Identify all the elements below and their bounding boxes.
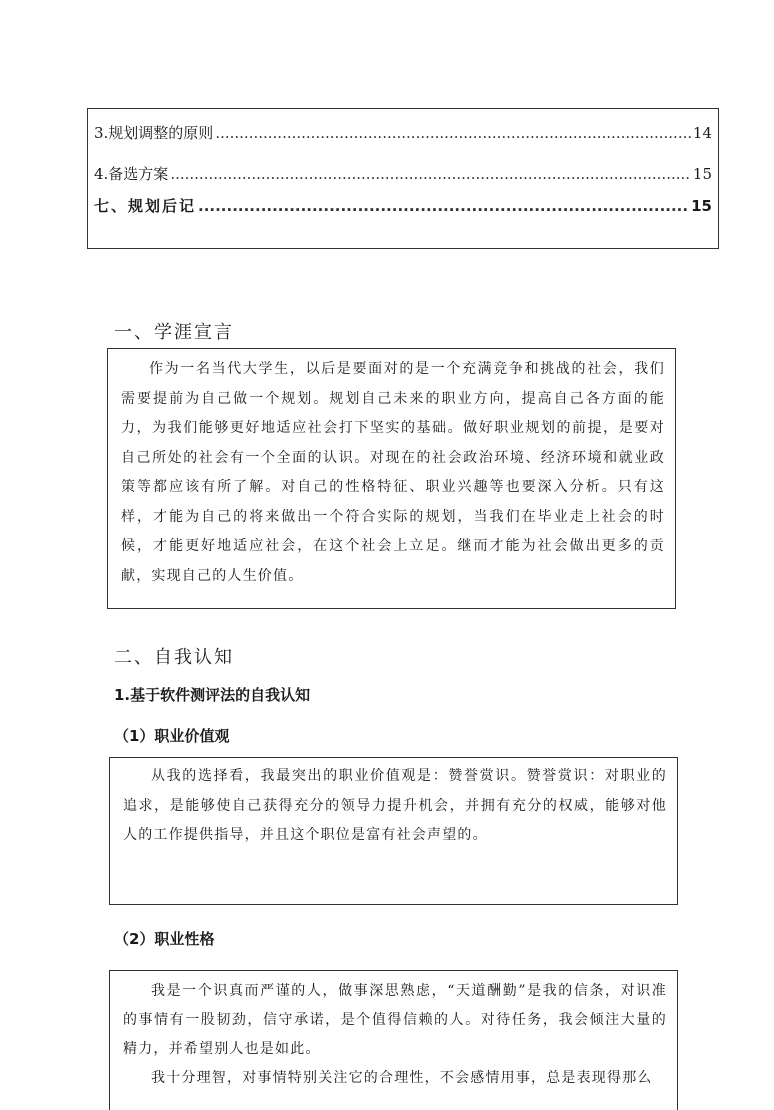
toc-item[interactable] (94, 122, 712, 143)
section-heading: 二、自我认知 (114, 647, 234, 668)
toc-item[interactable] (94, 163, 712, 184)
personality-box (109, 970, 678, 1110)
declaration-box (107, 348, 676, 609)
personality-paragraph-1: 我是一个识真而严谨的人，做事深思熟虑，“天道酬勤”是我的信条，对识准的事情有一股韧劲，信守承诺，是个值得信赖的人。对待任务，我会倾注大量的精力，并希望别人也是如此。 (123, 983, 667, 1057)
toc-box (87, 108, 719, 249)
toc-item-page: 15 (692, 165, 712, 183)
values-box (109, 757, 678, 905)
subsubsection-heading: （2）职业性格 (114, 930, 215, 948)
toc-leader (170, 165, 691, 183)
personality-paragraph-2: 我十分理智，对事情特别关注它的合理性，不会感情用事，总是表现得那么 (151, 1070, 653, 1086)
toc-item-page: 14 (692, 124, 712, 142)
toc-item-label: 七、规划后记 (94, 197, 197, 215)
section-heading: 一、学涯宣言 (114, 322, 234, 343)
toc-item[interactable] (94, 195, 712, 216)
toc-leader (215, 124, 691, 142)
subsubsection-heading: （1）职业价值观 (114, 727, 230, 745)
toc-leader (198, 197, 689, 215)
values-paragraph: 从我的选择看，我最突出的职业价值观是：赞誉赏识。赞誉赏识：对职业的追求，是能够使自己获得充分的领导力提升机会，并拥有充分的权威，能够对他人的工作提供指导，并且这个职位是富有社会声望的。 (123, 768, 667, 843)
toc-item-label: 3.规划调整的原则 (94, 124, 214, 142)
toc-item-label: 4.备选方案 (94, 165, 169, 183)
declaration-paragraph: 作为一名当代大学生，以后是要面对的是一个充满竞争和挑战的社会，我们需要提前为自己做一个规划。规划自己未来的职业方向，提高自己各方面的能力，为我们能够更好地适应社会打下坚实的基础。做好职业规划的前提，是要对自己所处的社会有一个全面的认识。对现在的社会政治环境、经济环境和就业政策等都应该有所了解。对自己的性格特征、职业兴趣等也要深入分析。只有这样，才能为自己的将来做出一个符合实际的规划，当我们在毕业走上社会的时候，才能更好地适应社会，在这个社会上立足。继而才能为社会做出更多的贡献，实现自己的人生价值。 (121, 361, 665, 584)
subsection-heading: 1.基于软件测评法的自我认知 (114, 686, 311, 704)
toc-item-page: 15 (691, 197, 712, 215)
